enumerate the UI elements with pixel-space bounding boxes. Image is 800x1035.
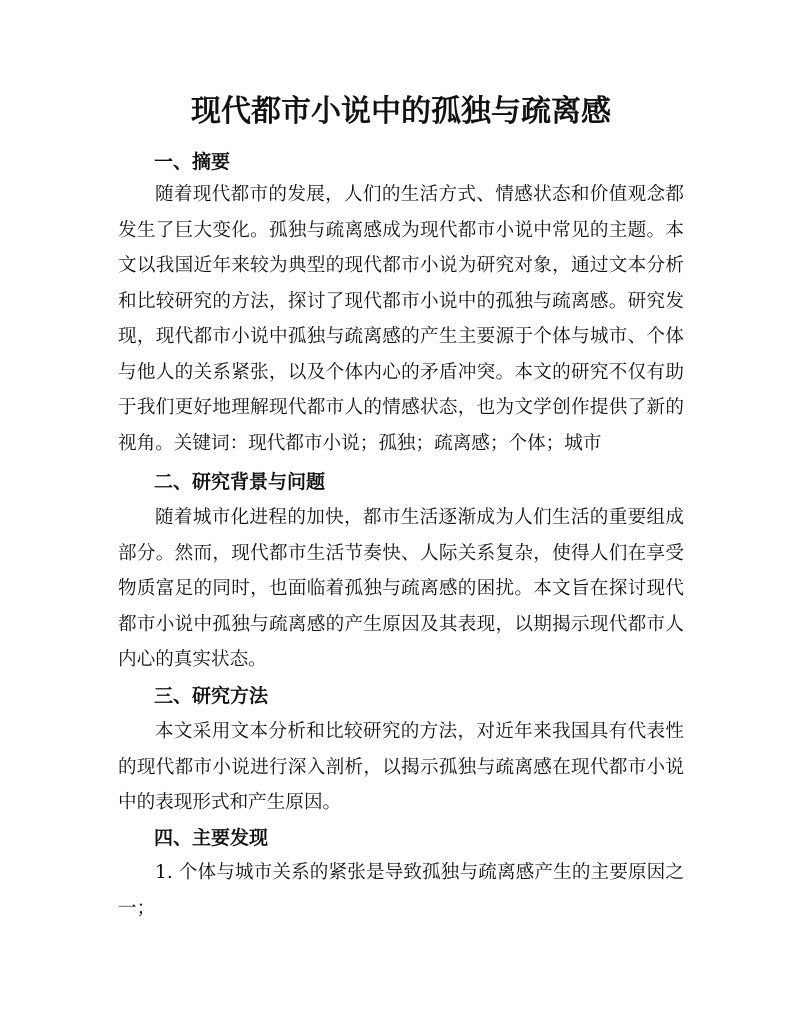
section-heading-findings: 四、主要发现 <box>154 827 269 849</box>
document-title: 现代都市小说中的孤独与疏离感 <box>191 94 611 129</box>
section-text-abstract: 随着现代都市的发展，人们的生活方式、情感状态和价值观念都发生了巨大变化。孤独与疏离感成为现代都市小说中常见的主题。本文以我国近年来较为典型的现代都市小说为研究对象，通过文本分析和比较研究的方法，探讨了现代都市小说中的孤独与疏离感。研究发现，现代都市小说中孤独与疏离感的产生主要源于个体与城市、个体与他人的关系紧张，以及个体内心的矛盾冲突。本文的研究不仅有助于我们更好地理解现代都市人的情感状态，也为文学创作提供了新的视角。关键词：现代都市小说；孤独；疏离感；个体；城市 <box>118 184 684 454</box>
section-text-findings: 1. 个体与城市关系的紧张是导致孤独与疏离感产生的主要原因之一； <box>118 862 684 919</box>
section-text-methods: 本文采用文本分析和比较研究的方法，对近年来我国具有代表性的现代都市小说进行深入剖析，以揭示孤独与疏离感在现代都市小说中的表现形式和产生原因。 <box>118 721 684 813</box>
section-heading-background: 二、研究背景与问题 <box>154 471 326 493</box>
section-text-background: 随着城市化进程的加快，都市生活逐渐成为人们生活的重要组成部分。然而，现代都市生活节奏快、人际关系复杂，使得人们在享受物质富足的同时，也面临着孤独与疏离感的困扰。本文旨在探讨现代都市小说中孤独与疏离感的产生原因及其表现，以期揭示现代都市人内心的真实状态。 <box>118 507 684 670</box>
section-heading-abstract: 一、摘要 <box>154 151 231 173</box>
section-heading-methods: 三、研究方法 <box>154 685 269 707</box>
